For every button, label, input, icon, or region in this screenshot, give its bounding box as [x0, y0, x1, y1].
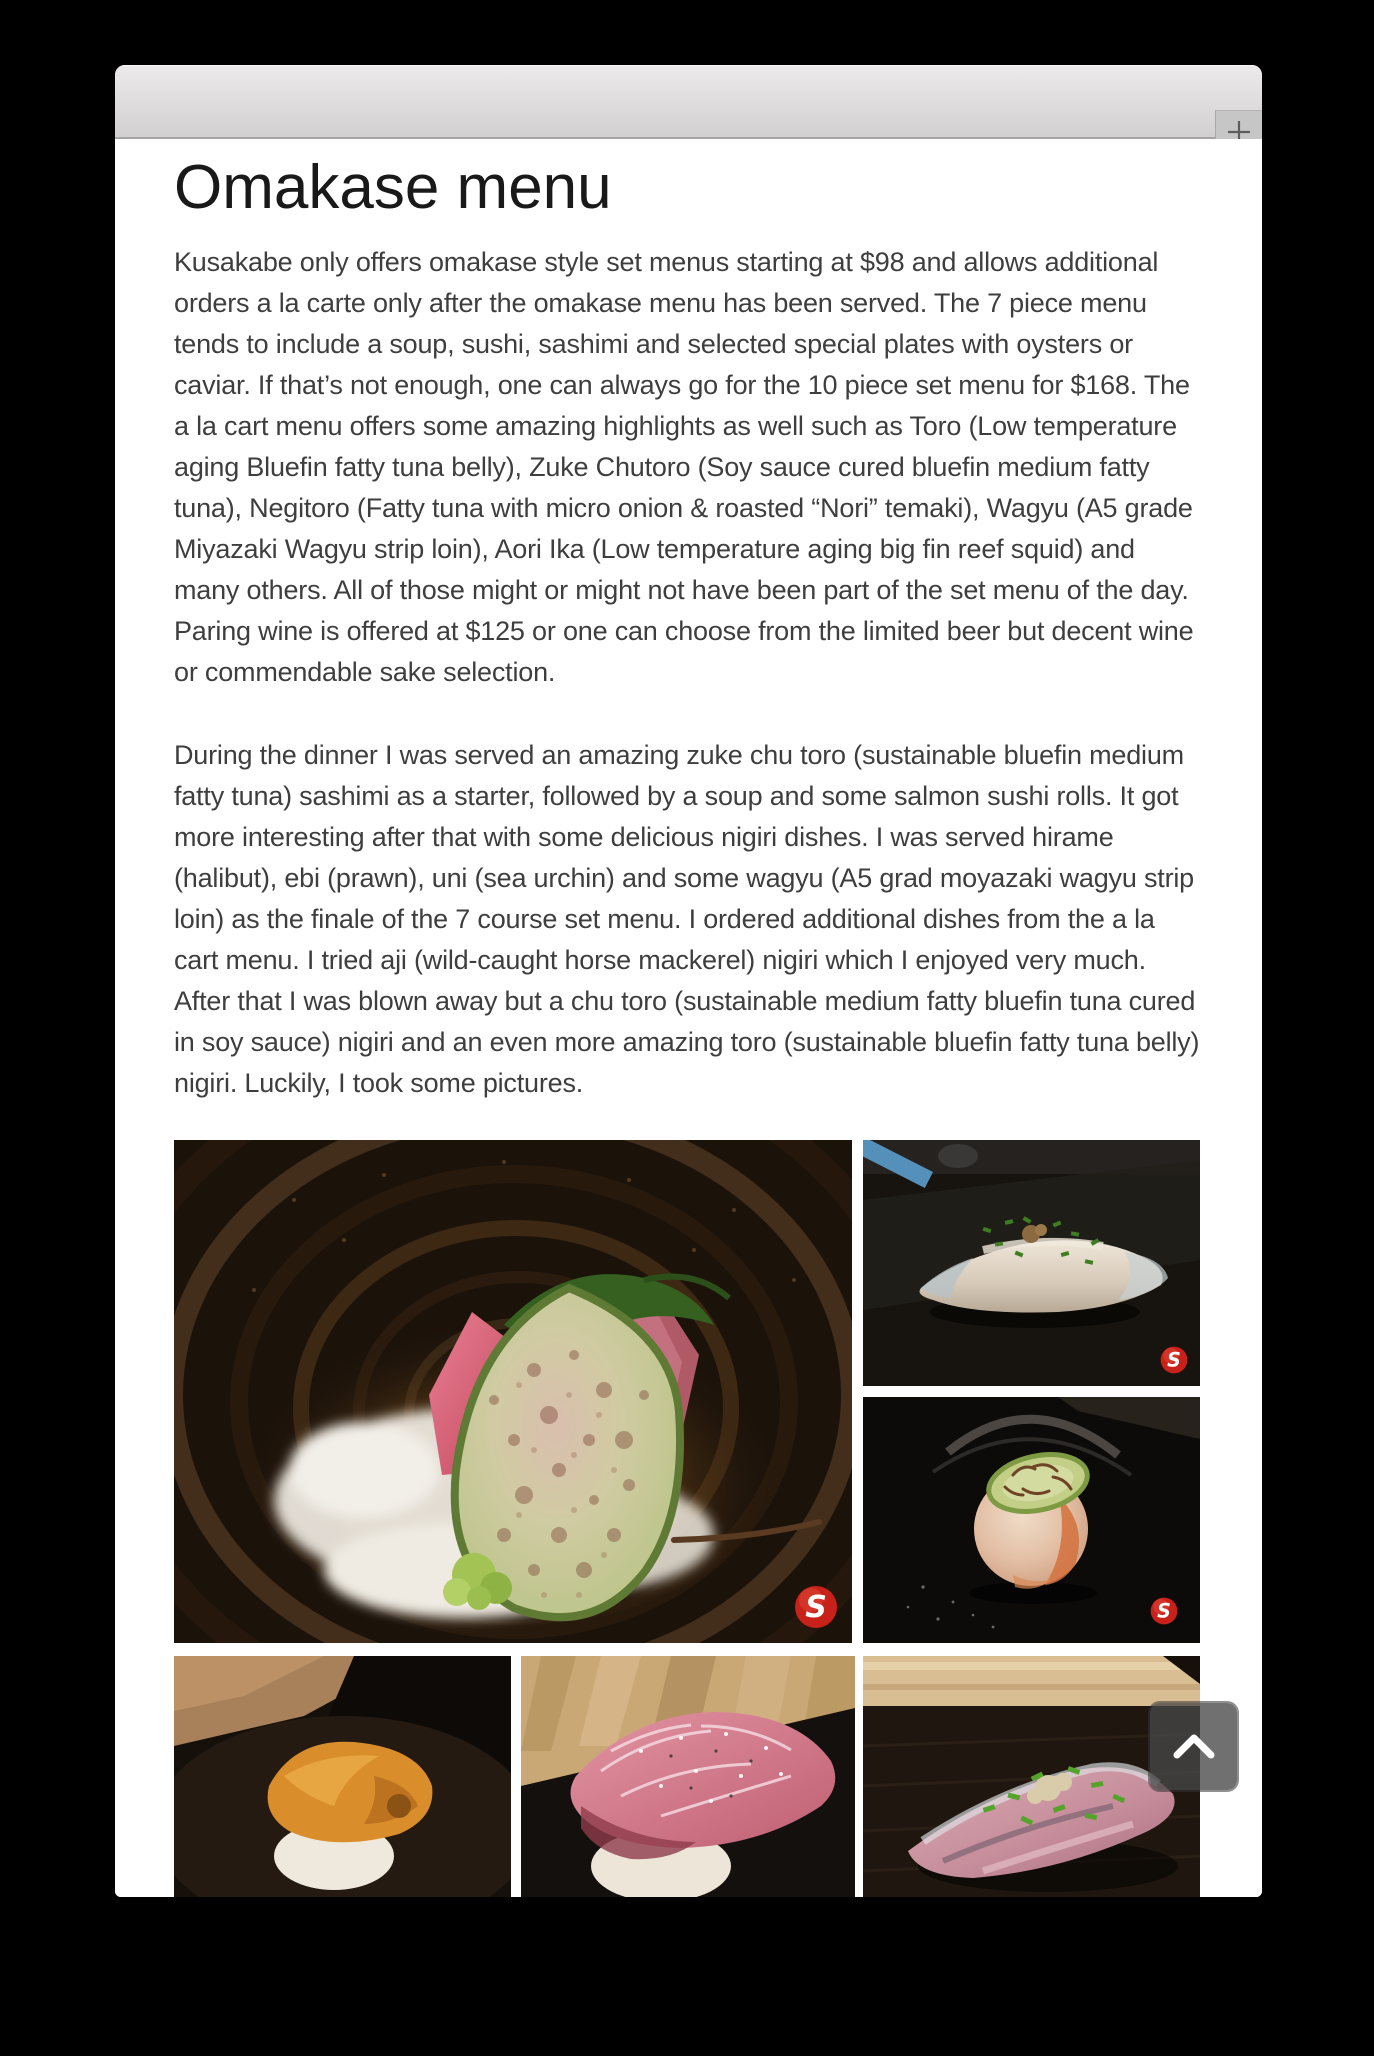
sushiguide-logo-watermark	[794, 1585, 838, 1629]
svg-text:S: S	[1167, 1348, 1181, 1372]
svg-text:S: S	[1157, 1599, 1171, 1623]
sushiguide-logo-watermark	[1150, 1597, 1178, 1625]
ebi-photo[interactable]	[863, 1397, 1200, 1643]
sushiguide-logo-watermark	[1160, 1346, 1188, 1374]
scroll-to-top-button[interactable]	[1150, 1703, 1237, 1790]
article-paragraph-1: Kusakabe only offers omakase style set menus starting at $98 and allows additional orders a la carte only after the omakase menu has been served. The 7 piece menu tends to include a soup, sushi, sashimi and selected special plates with oysters or caviar. If that’s not enough, one can always go for the 10 piece set menu for $168. The a la cart menu offers some amazing highlights as well such as Toro (Low temperature aging Bluefin fatty tuna belly), Zuke Chutoro (Soy sauce cured bluefin medium fatty tuna), Negitoro (Fatty tuna with micro onion & roasted “Nori” temaki), Wagyu (A5 grade Miyazaki Wagyu strip loin), Aori Ika (Low temperature aging big fin reef squid) and many others. All of those might or might not have been part of the set menu of the day. Paring wine is offered at $125 or one can choose from the limited beer but decent wine or commendable sake selection.	[174, 247, 1194, 688]
svg-text:S: S	[805, 1590, 827, 1626]
wagyu-nigiri-image	[521, 1656, 855, 1897]
sashimi-plate-image	[174, 1140, 852, 1643]
photo-gallery	[174, 1140, 1200, 1800]
chevron-up-icon	[1171, 1731, 1217, 1762]
hirame-nigiri-image	[863, 1140, 1200, 1386]
uni-nigiri-photo[interactable]	[174, 1656, 511, 1897]
uni-nigiri-image	[174, 1656, 511, 1897]
browser-window	[115, 65, 1262, 1897]
sashimi-plate-photo[interactable]	[174, 1140, 852, 1643]
hirame-nigiri-photo[interactable]	[863, 1140, 1200, 1386]
page-title: Omakase menu	[174, 153, 612, 222]
browser-toolbar	[115, 65, 1262, 139]
article-paragraph-2: During the dinner I was served an amazing zuke chu toro (sustainable bluefin medium fatty tuna) sashimi as a starter, followed by a soup and some salmon sushi rolls. It got more interesting after that with some delicious nigiri dishes. I was served hirame (halibut), ebi (prawn), uni (sea urchin) and some wagyu (A5 grad moyazaki wagyu strip loin) as the finale of the 7 course set menu. I ordered additional dishes from the a la cart menu. I tried aji (wild-caught horse mackerel) nigiri which I enjoyed very much. After that I was blown away but a chu toro (sustainable medium fatty bluefin tuna cured in soy sauce) nigiri and an even more amazing toro (sustainable bluefin fatty tuna belly) nigiri. Luckily, I took some pictures.	[174, 740, 1200, 1099]
page-content	[115, 139, 1262, 1897]
wagyu-nigiri-photo[interactable]	[521, 1656, 855, 1897]
